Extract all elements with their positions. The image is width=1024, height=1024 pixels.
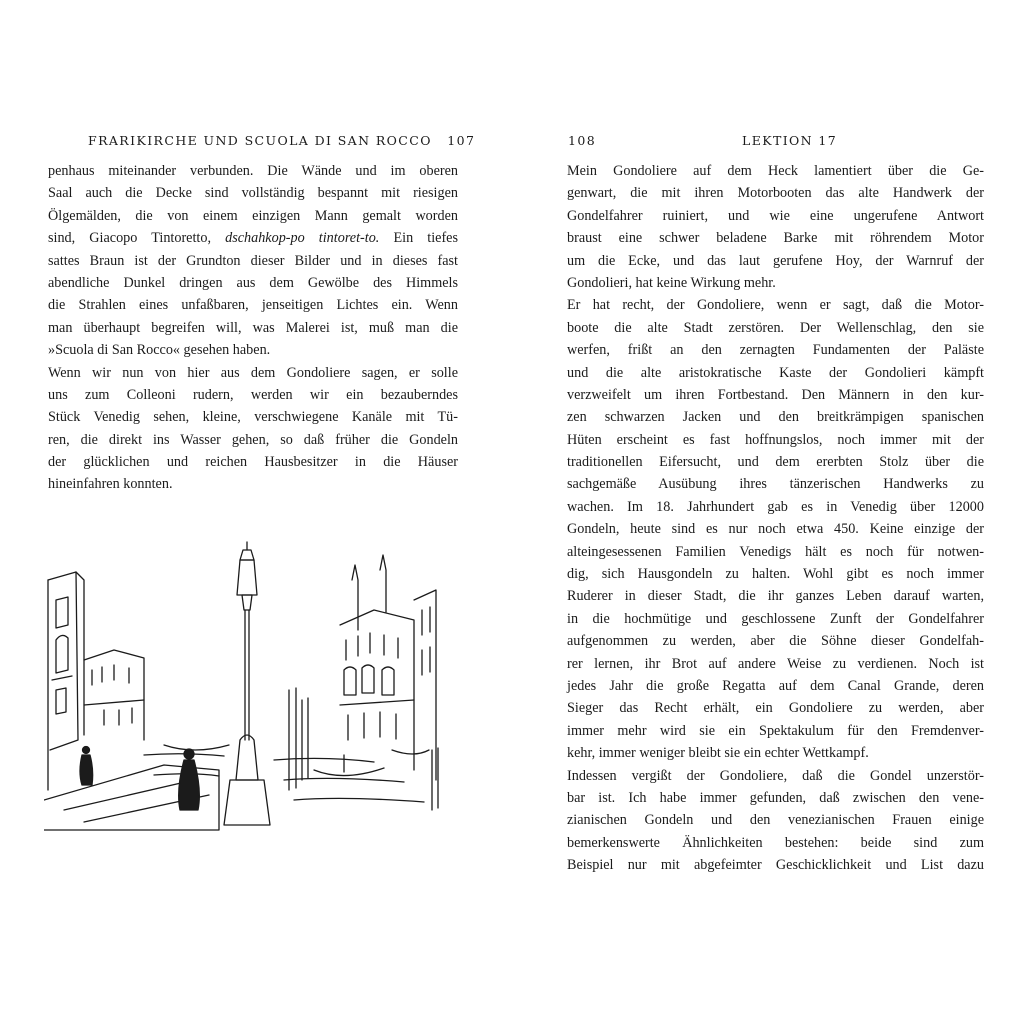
text-line: wachen. Im 18. Jahrhundert gab es in Venedig über 12000: [567, 498, 984, 515]
text-line: sachgemäße Ausübung ihres tänzerischen Handwerks zu: [567, 476, 984, 493]
text-line: Sieger das Recht erhält, ein Gondoliere zu werden, aber: [567, 700, 984, 717]
running-head-left: [88, 133, 475, 148]
text-line: jedes Jahr die große Regatta auf dem Canal Grande, deren: [567, 677, 984, 694]
text-line: Beispiel nur mit abgefeimter Geschicklichkeit und List dazu: [567, 857, 984, 874]
text-line: und die alte aristokratische Kaste der Gondolieri kämpft: [567, 364, 984, 381]
text-line: sattes Braun ist der Grundton dieser Bilder und in dieses fast: [48, 252, 458, 269]
text-line: rer lernen, ihr Brot auf andere Weise zu verdienen. Noch ist: [567, 655, 984, 672]
text-fragment: sind, Giacopo Tintoretto,: [48, 230, 211, 247]
text-line: bemerkenswerte Ähnlichkeiten bestehen: beide sind zum: [567, 834, 984, 851]
text-line: boote die alte Stadt zerstören. Der Wellenschlag, den sie: [567, 319, 984, 336]
text-line: abendliche Dunkel dringen aus dem Gewölbe des Himmels: [48, 274, 458, 291]
text-line: in die hochmütige und geschlossene Zunft der Gondelfahrer: [567, 610, 984, 627]
text-line: Ruderer in dieser Stadt, die ihr ganzes Leben darauf warten,: [567, 588, 984, 605]
text-line: man überhaupt begreifen will, was Malerei ist, muß man die: [48, 319, 458, 336]
text-line: hineinfahren konnten.: [48, 476, 173, 493]
text-line: Gondelfahrer ruiniert, und wie eine ungerufene Antwort: [567, 207, 984, 224]
text-line: Mein Gondoliere auf dem Heck lamentiert über die Ge-: [567, 163, 984, 179]
text-line: braust eine schwer beladene Barke mit röhrendem Motor: [567, 230, 984, 247]
text-line: Indessen vergißt der Gondoliere, daß die Gondel unzerstör-: [567, 767, 984, 784]
text-line: werfen, frißt an den zernagten Fundamenten der Paläste: [567, 342, 984, 359]
text-fragment: Ein tiefes: [393, 230, 458, 247]
text-line: Stück Venedig sehen, kleine, verschwiegene Kanäle mit Tü-: [48, 409, 458, 426]
text-line: kehr, immer weniger bleibt sie ein echter Wettkampf.: [567, 745, 869, 762]
text-line: Gondolieri, hat keine Wirkung mehr.: [567, 274, 776, 291]
text-line: traditionellen Eifersucht, und dem ererbten Stolz über die: [567, 454, 984, 471]
chapter-title: FRARIKIRCHE UND SCUOLA DI SAN ROCCO: [88, 133, 432, 148]
text-line: dig, sich Hausgondeln zu halten. Wohl gibt es noch immer: [567, 566, 984, 583]
text-line: verzweifelt um ihren Fortbestand. Den Männern in den kur-: [567, 386, 984, 403]
text-line: Er hat recht, der Gondoliere, wenn er sagt, daß die Motor-: [567, 297, 984, 314]
text-line: Hüten erscheint es fast hoffnungslos, noch immer mit der: [567, 431, 984, 448]
text-line: die Strahlen eines unfaßbaren, jenseitigen Lichtes ein. Wenn: [48, 297, 458, 314]
text-line-with-pronunciation: [48, 227, 458, 249]
lesson-title: LEKTION 17: [742, 133, 838, 148]
left-body-text: [48, 160, 458, 496]
text-line: »Scuola di San Rocco« gesehen haben.: [48, 342, 271, 359]
text-line: Gondeln, heute sind es nur noch etwa 450. Keine einzige der: [567, 521, 984, 538]
text-line: uns zum Colleoni rudern, werden wir ein bezauberndes: [48, 386, 458, 403]
text-line: Ölgemälden, die von einem einzigen Mann gemalt worden: [48, 207, 458, 224]
text-line: bar ist. Ich habe immer gefunden, daß zwischen den vene-: [567, 789, 984, 806]
text-line: zianischen Gondeln und den venezianischen Frauen einige: [567, 812, 984, 829]
text-line: ren, die direkt ins Wasser gehen, so daß früher die Gondeln: [48, 431, 458, 448]
right-body-text: [567, 160, 984, 877]
text-line: zen schwarzen Jacken und den breitkrämpigen spanischen: [567, 409, 984, 426]
text-line: um die Ecke, und das laut gerufene Hoy, der Warnruf der: [567, 252, 984, 269]
venice-canal-illustration: [44, 540, 464, 840]
pronunciation-note: dschahkop-po tintoret-to.: [225, 230, 380, 247]
text-line: aufgenommen zu werden, aber die Söhne dieser Gondelfah-: [567, 633, 984, 650]
page-number-right: 108: [568, 133, 597, 148]
text-line: penhaus miteinander verbunden. Die Wände und im oberen: [48, 163, 458, 179]
text-line: Saal auch die Decke sind vollständig bespannt mit riesigen: [48, 185, 458, 202]
text-line: Wenn wir nun von hier aus dem Gondoliere sagen, er solle: [48, 364, 458, 381]
page-number-left: 107: [447, 133, 476, 148]
text-line: immer mehr wird sie ein Spektakulum für den Fremdenver-: [567, 722, 984, 739]
text-line: der glücklichen und reichen Hausbesitzer in die Häuser: [48, 454, 458, 471]
text-line: genwart, die mit ihren Motorbooten das alte Handwerk der: [567, 185, 984, 202]
text-line: alteingesessenen Familien Venedigs hält es noch für notwen-: [567, 543, 984, 560]
